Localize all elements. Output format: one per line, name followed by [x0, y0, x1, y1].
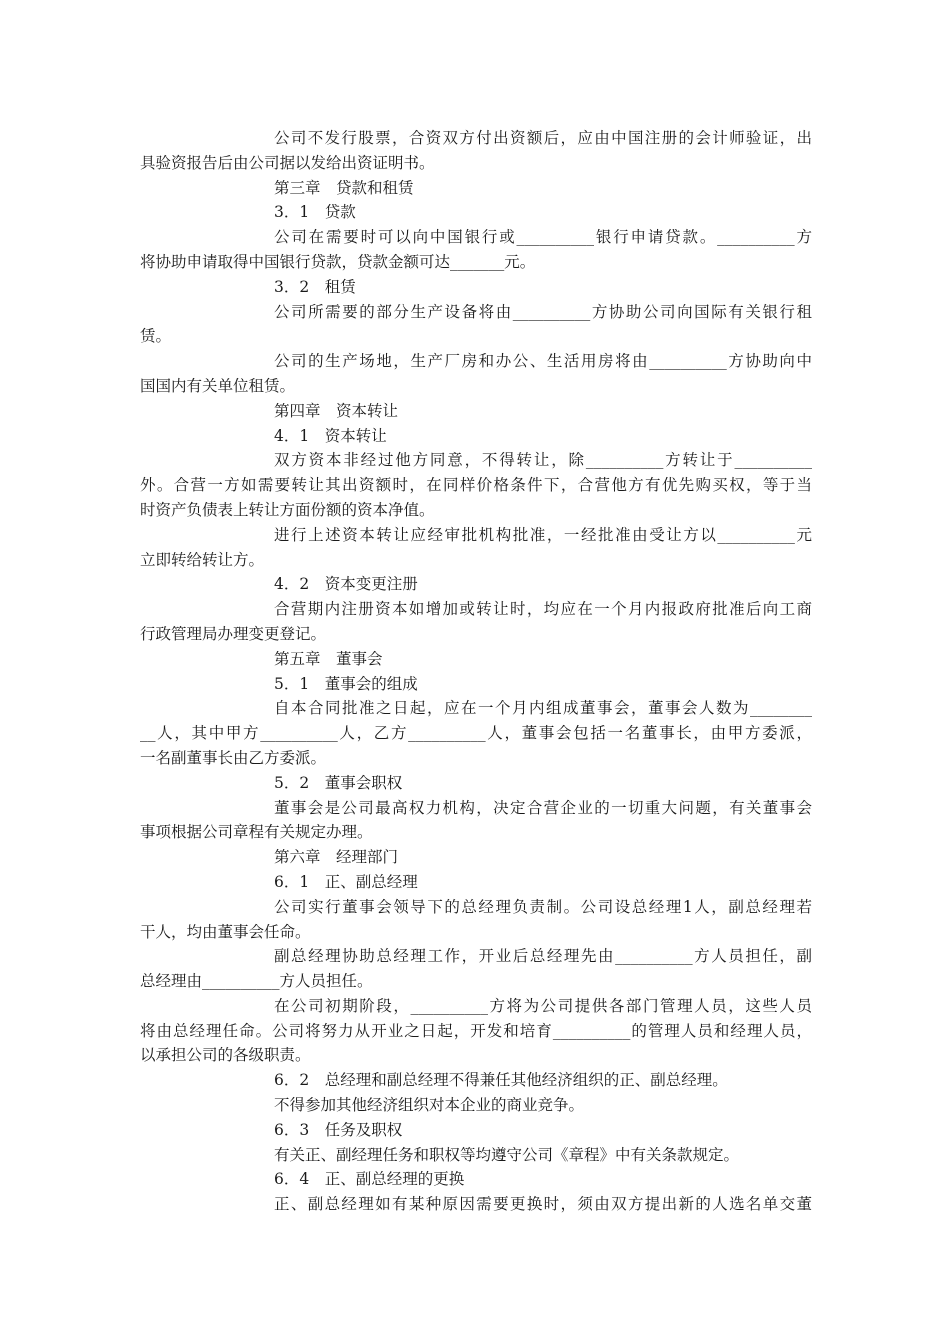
- document-line: 事项根据公司章程有关规定办理。: [140, 823, 373, 842]
- document-line: 将协助申请取得中国银行贷款，贷款金额可达_______元。: [140, 252, 536, 271]
- document-line: 外。合营一方如需要转让其出资额时，在同样价格条件下，合营他方有优先购买权，等于当: [140, 476, 812, 495]
- document-line: 在公司初期阶段，__________方将为公司提供各部门管理人员，这些人员: [274, 996, 812, 1015]
- document-line: 具验资报告后由公司据以发给出资证明书。: [140, 153, 435, 172]
- document-line: 时资产负债表上转让方面份额的资本净值。: [140, 500, 435, 519]
- document-line: 董事会是公司最高权力机构，决定合营企业的一切重大问题，有关董事会: [274, 798, 812, 817]
- document-line: 6．3 任务及职权: [274, 1120, 403, 1139]
- document-line: 4．1 资本转让: [274, 426, 387, 445]
- document-line: 双方资本非经过他方同意，不得转让，除__________方转让于__________: [274, 451, 812, 470]
- document-line: 将由总经理任命。公司将努力从开业之日起，开发和培育__________的管理人员和经理人员，: [140, 1021, 812, 1040]
- document-line: 5．2 董事会职权: [274, 773, 403, 792]
- document-line: 不得参加其他经济组织对本企业的商业竞争。: [274, 1096, 585, 1115]
- document-line: 6．2 总经理和副总经理不得兼任其他经济组织的正、副总经理。: [274, 1071, 728, 1090]
- document-line: __人，其中甲方__________人，乙方__________人，董事会包括一名董事长，由甲方委派，: [140, 724, 812, 743]
- document-line: 公司实行董事会领导下的总经理负责制。公司设总经理1人，副总经理若: [274, 897, 812, 916]
- document-line: 5．1 董事会的组成: [274, 674, 418, 693]
- document-line: 第六章 经理部门: [274, 848, 399, 867]
- document-line: 第三章 贷款和租赁: [274, 178, 414, 197]
- document-line: 一名副董事长由乙方委派。: [140, 748, 327, 767]
- document-line: 合营期内注册资本如增加或转让时，均应在一个月内报政府批准后向工商: [274, 600, 812, 619]
- document-line: 总经理由__________方人员担任。: [140, 972, 373, 991]
- document-line: 4．2 资本变更注册: [274, 575, 418, 594]
- document-line: 行政管理局办理变更登记。: [140, 624, 327, 643]
- document-line: 以承担公司的各级职责。: [140, 1046, 311, 1065]
- document-line: 正、副总经理如有某种原因需要更换时，须由双方提出新的人选名单交董: [274, 1195, 812, 1214]
- document-line: 副总经理协助总经理工作，开业后总经理先由__________方人员担任，副: [274, 947, 812, 966]
- document-line: 国国内有关单位租赁。: [140, 376, 296, 395]
- document-line: 3．2 租赁: [274, 277, 356, 296]
- document-line: 公司不发行股票，合资双方付出资额后，应由中国注册的会计师验证，出: [274, 129, 812, 147]
- document-line: 自本合同批准之日起，应在一个月内组成董事会，董事会人数为________: [274, 699, 812, 718]
- document-line: 公司所需要的部分生产设备将由__________方协助公司向国际有关银行租: [274, 302, 812, 321]
- document-line: 6．4 正、副总经理的更换: [274, 1170, 465, 1189]
- document-line: 进行上述资本转让应经审批机构批准，一经批准由受让方以__________元: [274, 525, 812, 544]
- document-line: 公司在需要时可以向中国银行或__________银行申请贷款。__________方: [274, 228, 812, 247]
- document-line: 有关正、副经理任务和职权等均遵守公司《章程》中有关条款规定。: [274, 1145, 740, 1164]
- document-line: 立即转给转让方。: [140, 550, 265, 569]
- document-line: 第四章 资本转让: [274, 401, 399, 420]
- document-line: 干人，均由董事会任命。: [140, 922, 311, 941]
- document-line: 3．1 贷款: [274, 203, 356, 222]
- document-body: [140, 126, 812, 1217]
- document-line: 6．1 正、副总经理: [274, 872, 418, 891]
- document-line: 公司的生产场地，生产厂房和办公、生活用房将由__________方协助向中: [274, 352, 812, 371]
- document-line: 赁。: [140, 327, 172, 346]
- document-line: 第五章 董事会: [274, 649, 383, 668]
